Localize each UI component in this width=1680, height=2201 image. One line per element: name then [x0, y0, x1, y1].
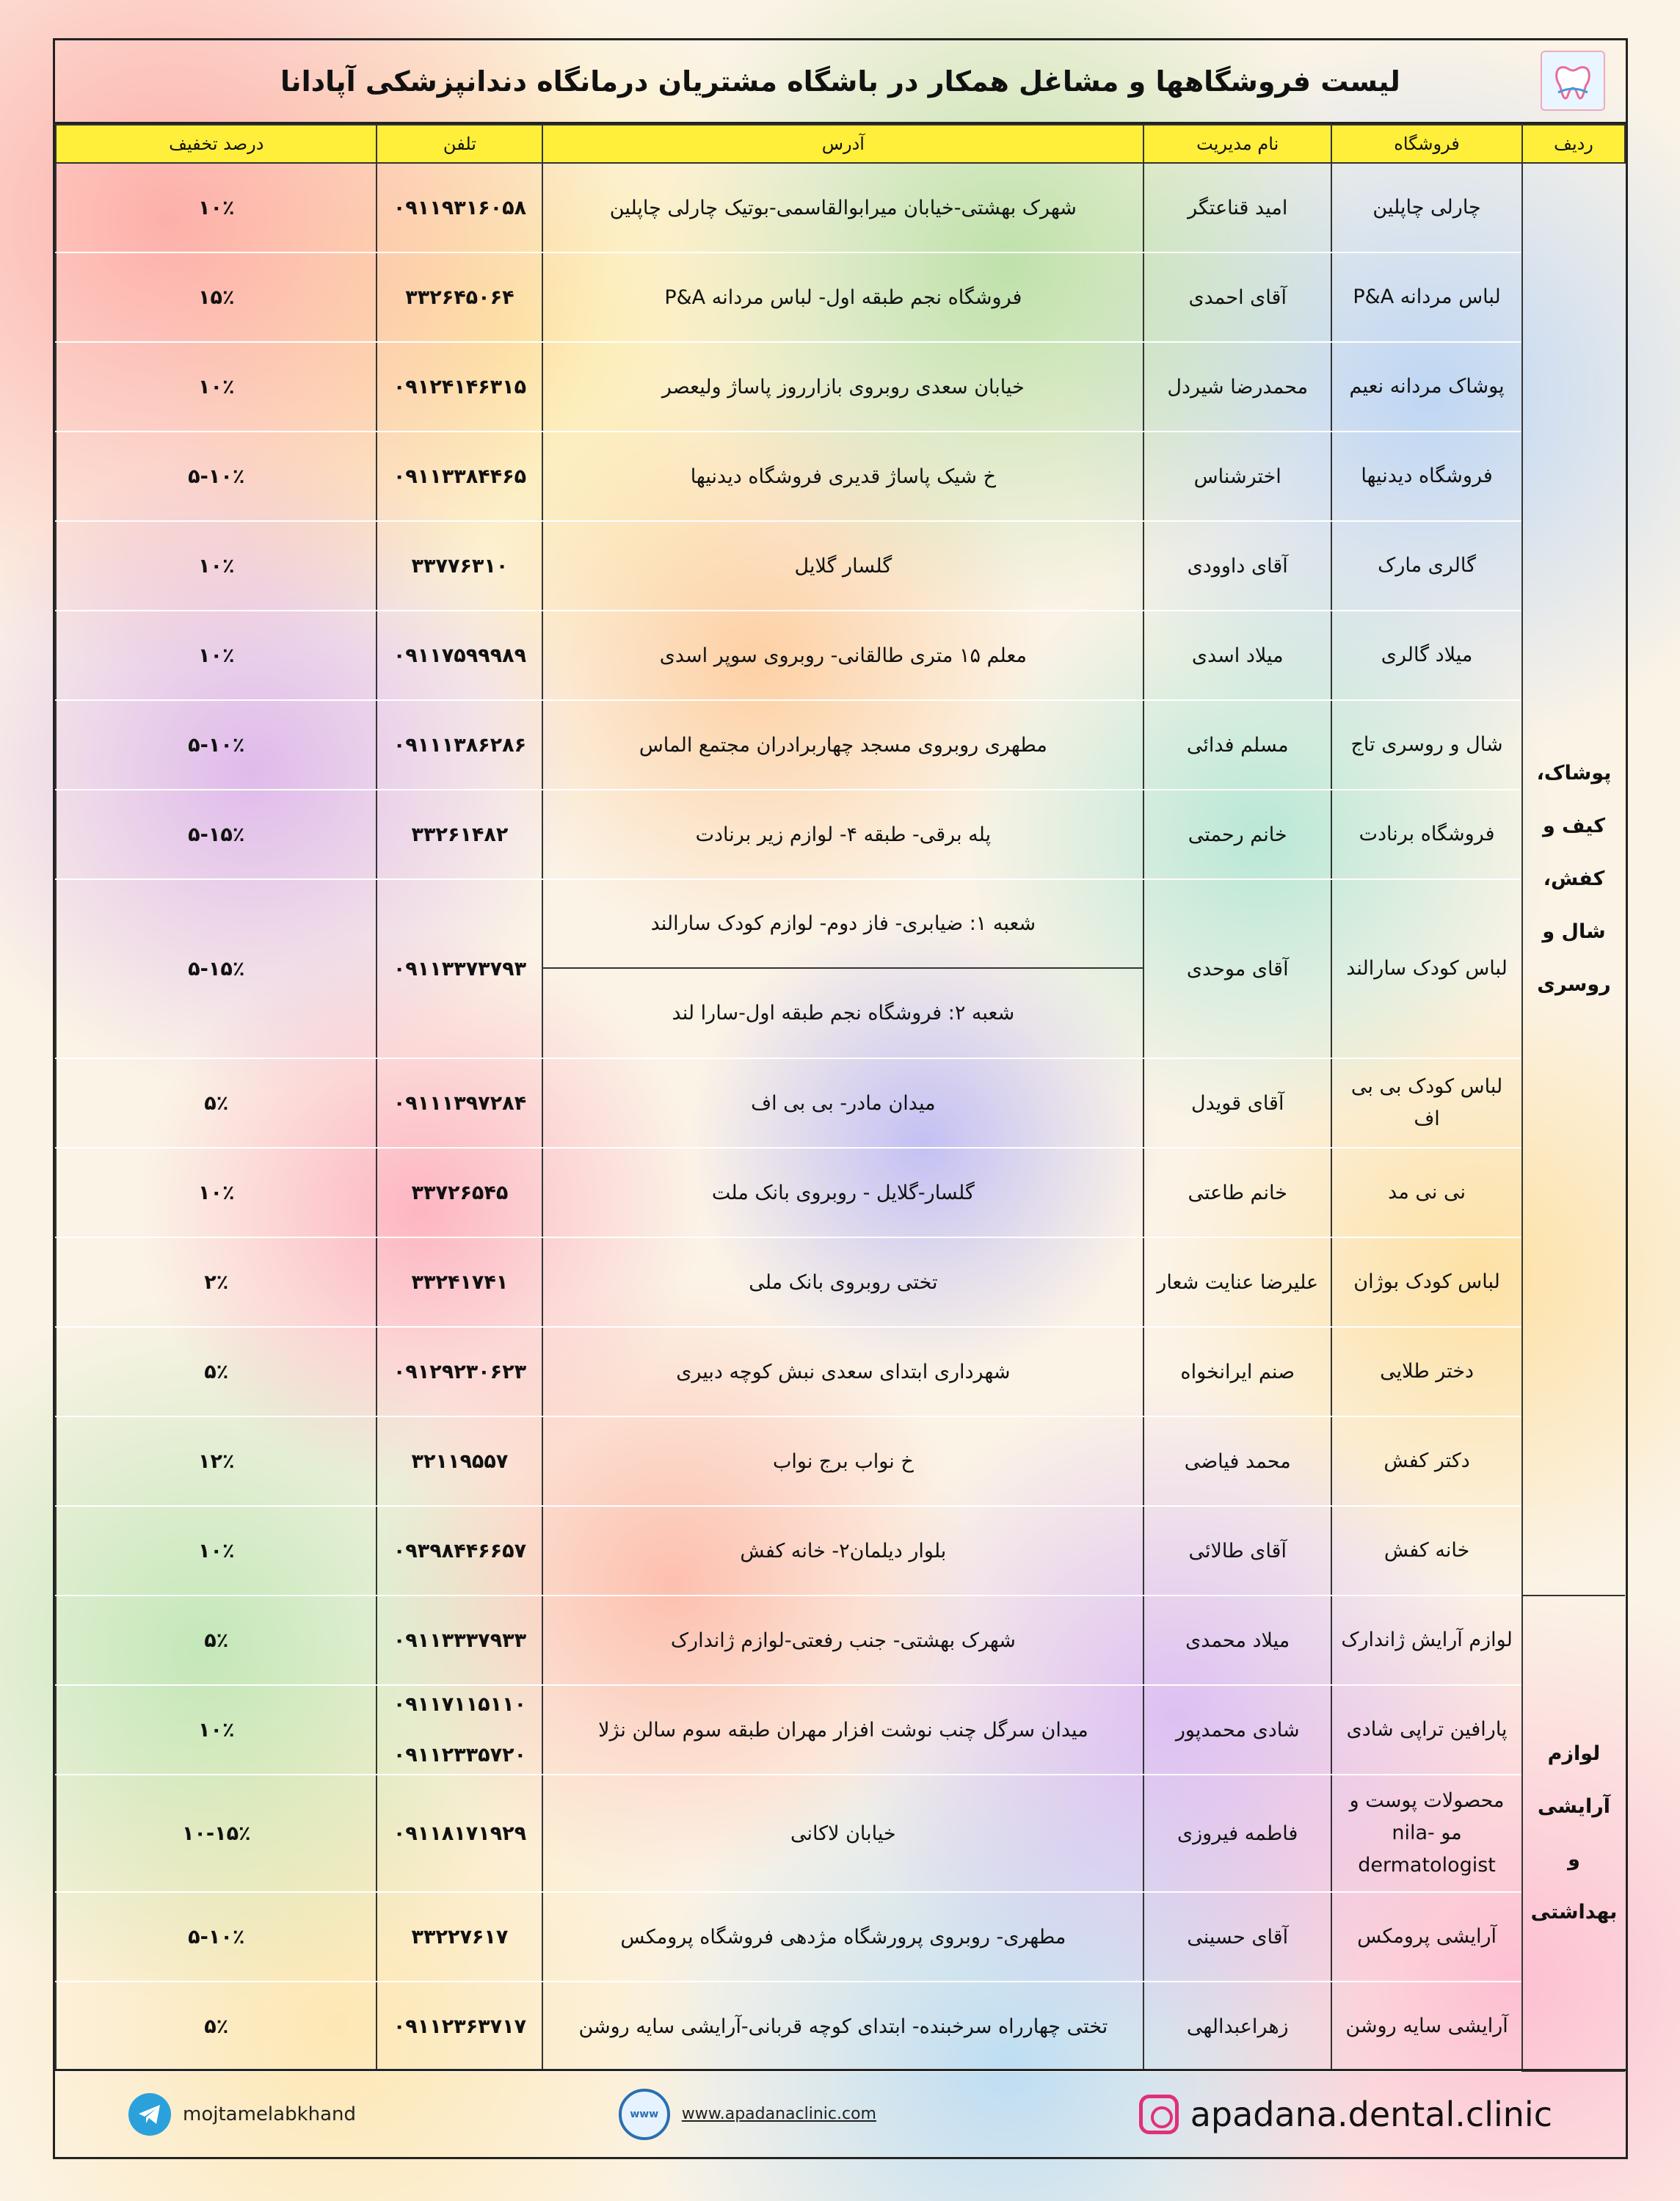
- address: خیابان سعدی روبروی بازارروز پاساژ ولیعصر: [542, 342, 1143, 432]
- apadana-logo: [1541, 51, 1605, 111]
- col-address: آدرس: [542, 125, 1143, 163]
- shop-name: لباس کودک بوژان: [1331, 1237, 1522, 1327]
- shop-name: لباس کودک سارالند: [1331, 879, 1522, 1058]
- instagram-icon: [1139, 2095, 1179, 2134]
- address: میدان مادر- بی بی اف: [542, 1058, 1143, 1148]
- discount: ۵-۱۰٪: [56, 1892, 377, 1982]
- shop-name: پوشاک مردانه نعیم: [1331, 342, 1522, 432]
- col-discount: درصد تخفیف: [56, 125, 377, 163]
- table-row: [56, 1148, 1625, 1237]
- phone: ۰۹۱۱۸۱۷۱۹۲۹: [377, 1775, 542, 1892]
- shop-name: نی نی مد: [1331, 1148, 1522, 1237]
- discount: ۱۵٪: [56, 252, 377, 342]
- discount: ۵-۱۰٪: [56, 432, 377, 521]
- manager-name: آقای حسینی: [1143, 1892, 1331, 1982]
- telegram-link[interactable]: [128, 2093, 356, 2136]
- table-row: [56, 1982, 1625, 2071]
- category-clothing: پوشاک، کیف و کفش، شال و روسری: [1522, 163, 1625, 1596]
- shop-name: فروشگاه دیدنیها: [1331, 432, 1522, 521]
- shop-name: آرایشی پرومکس: [1331, 1892, 1522, 1982]
- address: بلوار دیلمان۲- خانه کفش: [542, 1506, 1143, 1596]
- shop-name: لباس کودک بی بی اف: [1331, 1058, 1522, 1148]
- phone: ۰۹۱۱۲۳۶۳۷۱۷: [377, 1982, 542, 2071]
- table-row: [56, 1506, 1625, 1596]
- table-row: [56, 1596, 1625, 1685]
- manager-name: میلاد اسدی: [1143, 611, 1331, 700]
- manager-name: آقای قویدل: [1143, 1058, 1331, 1148]
- phone: ۰۹۱۱۳۳۳۷۹۳۳: [377, 1596, 542, 1685]
- manager-name: محمد فیاضی: [1143, 1416, 1331, 1506]
- manager-name: مسلم فدائی: [1143, 700, 1331, 790]
- shop-name: محصولات پوست و مو nila- dermatologist: [1331, 1775, 1522, 1892]
- phone: ۰۹۱۱۳۳۷۳۷۹۳: [377, 879, 542, 1058]
- phone: ۳۳۲۲۷۶۱۷: [377, 1892, 542, 1982]
- col-manager: نام مدیریت: [1143, 125, 1331, 163]
- address: [542, 879, 1143, 1058]
- manager-name: امید قناعتگر: [1143, 163, 1331, 252]
- telegram-icon: [128, 2093, 171, 2136]
- phone: ۰۹۱۱۱۳۹۷۲۸۴: [377, 1058, 542, 1148]
- discount: ۵-۱۵٪: [56, 879, 377, 1058]
- address: میدان سرگل چنب نوشت افزار مهران طبقه سوم سالن نژلا: [542, 1685, 1143, 1775]
- phone: ۰۹۱۱۱۳۸۶۲۸۶: [377, 700, 542, 790]
- shop-name: پارافین تراپی شادی: [1331, 1685, 1522, 1775]
- address: خ شیک پاساژ قدیری فروشگاه دیدنیها: [542, 432, 1143, 521]
- table-row: [56, 1237, 1625, 1327]
- table-row: [56, 342, 1625, 432]
- address: فروشگاه نجم طبقه اول- لباس مردانه P&A: [542, 252, 1143, 342]
- address: پله برقی- طبقه ۴- لوازم زیر برنادت: [542, 790, 1143, 879]
- phone: ۳۳۷۷۶۳۱۰: [377, 521, 542, 611]
- phone: ۰۹۱۱۷۵۹۹۹۸۹: [377, 611, 542, 700]
- manager-name: محمدرضا شیردل: [1143, 342, 1331, 432]
- table-header: [56, 125, 1625, 163]
- shop-name: لباس مردانه P&A: [1331, 252, 1522, 342]
- globe-icon: www: [619, 2089, 670, 2140]
- manager-name: خانم رحمتی: [1143, 790, 1331, 879]
- discount: ۱۰٪: [56, 1506, 377, 1596]
- address: گلسار گلایل: [542, 521, 1143, 611]
- table-row: [56, 1327, 1625, 1416]
- address: خیابان لاکانی: [542, 1775, 1143, 1892]
- table-row: [56, 700, 1625, 790]
- phone: ۰۹۱۱۷۱۱۵۱۱۰: [393, 1693, 527, 1716]
- address: مطهری روبروی مسجد چهاربرادران مجتمع الماس: [542, 700, 1143, 790]
- discount: ۲٪: [56, 1237, 377, 1327]
- tooth-icon: [1551, 59, 1595, 103]
- phone-secondary: ۰۹۱۱۲۳۳۵۷۲۰: [393, 1744, 527, 1767]
- shop-name: دکتر کفش: [1331, 1416, 1522, 1506]
- manager-name: شادی محمدپور: [1143, 1685, 1331, 1775]
- shop-name: خانه کفش: [1331, 1506, 1522, 1596]
- col-shop: فروشگاه: [1331, 125, 1522, 163]
- phone: ۳۳۷۲۶۵۴۵: [377, 1148, 542, 1237]
- instagram-link[interactable]: [1139, 2095, 1552, 2134]
- phone: ۰۹۱۲۹۲۳۰۶۲۳: [377, 1327, 542, 1416]
- table-row: [56, 432, 1625, 521]
- telegram-handle: mojtamelabkhand: [183, 2103, 357, 2125]
- page-title: لیست فروشگاهها و مشاغل همکار در باشگاه مشتریان درمانگاه دندانپزشکی آپادانا: [280, 65, 1400, 98]
- table-row: [56, 1058, 1625, 1148]
- discount: ۵٪: [56, 1596, 377, 1685]
- website-url: www.apadanaclinic.com: [681, 2105, 876, 2123]
- manager-name: خانم طاعتی: [1143, 1148, 1331, 1237]
- phone: ۳۳۲۴۱۷۴۱: [377, 1237, 542, 1327]
- table-row: [56, 611, 1625, 700]
- shop-name: میلاد گالری: [1331, 611, 1522, 700]
- address: تختی چهارراه سرخبنده- ابتدای کوچه قربانی-آرایشی سایه روشن: [542, 1982, 1143, 2071]
- manager-name: آقای طالائی: [1143, 1506, 1331, 1596]
- manager-name: آقای موحدی: [1143, 879, 1331, 1058]
- manager-name: علیرضا عنایت شعار: [1143, 1237, 1331, 1327]
- discount: ۱۰٪: [56, 342, 377, 432]
- address: معلم ۱۵ متری طالقانی- روبروی سوپر اسدی: [542, 611, 1143, 700]
- table-row: [56, 1416, 1625, 1506]
- table-row: [56, 790, 1625, 879]
- table-row: [56, 163, 1625, 252]
- discount: ۵٪: [56, 1982, 377, 2071]
- manager-name: میلاد محمدی: [1143, 1596, 1331, 1685]
- shop-name: گالری مارک: [1331, 521, 1522, 611]
- phone: ۰۹۱۱۹۳۱۶۰۵۸: [377, 163, 542, 252]
- discount: ۱۰٪: [56, 163, 377, 252]
- discount: ۵٪: [56, 1327, 377, 1416]
- phone: ۰۹۱۱۳۳۸۴۴۶۵: [377, 432, 542, 521]
- table-row: [56, 1685, 1625, 1775]
- address: شهرداری ابتدای سعدی نبش کوچه دبیری: [542, 1327, 1143, 1416]
- discount: ۱۰٪: [56, 521, 377, 611]
- address: گلسار-گلایل - روبروی بانک ملت: [542, 1148, 1143, 1237]
- address: شهرک بهشتی- جنب رفعتی-لوازم ژاندارک: [542, 1596, 1143, 1685]
- col-phone: تلفن: [377, 125, 542, 163]
- shop-name: لوازم آرایش ژاندارک: [1331, 1596, 1522, 1685]
- shop-name: شال و روسری تاج: [1331, 700, 1522, 790]
- address-branch-1: شعبه ۱: ضیابری- فاز دوم- لوازم کودک سارالند: [543, 880, 1143, 969]
- table-row: [56, 521, 1625, 611]
- manager-name: زهراعبدالهی: [1143, 1982, 1331, 2071]
- instagram-handle: apadana.dental.clinic: [1190, 2094, 1552, 2134]
- manager-name: آقای احمدی: [1143, 252, 1331, 342]
- category-cosmetics: لوازم آرایشی و بهداشتی: [1522, 1596, 1625, 2071]
- shop-name: دختر طلایی: [1331, 1327, 1522, 1416]
- discount: ۵٪: [56, 1058, 377, 1148]
- footer: [55, 2069, 1626, 2157]
- table-row: [56, 879, 1625, 1058]
- discount: ۱۲٪: [56, 1416, 377, 1506]
- discount: ۱۰-۱۵٪: [56, 1775, 377, 1892]
- phone: ۰۹۱۲۴۱۴۶۳۱۵: [377, 342, 542, 432]
- address: تختی روبروی بانک ملی: [542, 1237, 1143, 1327]
- shop-name: چارلی چاپلین: [1331, 163, 1522, 252]
- discount: ۵-۱۰٪: [56, 700, 377, 790]
- document-frame: [53, 38, 1628, 2159]
- shop-name: فروشگاه برنادت: [1331, 790, 1522, 879]
- table-row: [56, 252, 1625, 342]
- discount: ۱۰٪: [56, 1685, 377, 1775]
- table-row: [56, 1775, 1625, 1892]
- website-link[interactable]: [619, 2089, 876, 2140]
- manager-name: اخترشناس: [1143, 432, 1331, 521]
- discount: ۵-۱۵٪: [56, 790, 377, 879]
- phone: ۰۹۳۹۸۴۴۶۶۵۷: [377, 1506, 542, 1596]
- manager-name: صنم ایرانخواه: [1143, 1327, 1331, 1416]
- address: مطهری- روبروی پرورشگاه مژدهی فروشگاه پرومکس: [542, 1892, 1143, 1982]
- title-bar: [55, 40, 1626, 124]
- address: خ نواب برج نواب: [542, 1416, 1143, 1506]
- col-row: ردیف: [1522, 125, 1625, 163]
- shop-name: آرایشی سایه روشن: [1331, 1982, 1522, 2071]
- phone: ۳۳۲۶۴۵۰۶۴: [377, 252, 542, 342]
- manager-name: آقای داوودی: [1143, 521, 1331, 611]
- address-branch-2: شعبه ۲: فروشگاه نجم طبقه اول-سارا لند: [672, 1002, 1015, 1025]
- discount: ۱۰٪: [56, 611, 377, 700]
- stores-table: [55, 124, 1626, 2072]
- phone: ۳۲۱۱۹۵۵۷: [377, 1416, 542, 1506]
- phone: ۳۳۲۶۱۴۸۲: [377, 790, 542, 879]
- discount: ۱۰٪: [56, 1148, 377, 1237]
- manager-name: فاطمه فیروزی: [1143, 1775, 1331, 1892]
- phone-group: [377, 1685, 542, 1775]
- address: شهرک بهشتی-خیابان میرابوالقاسمی-بوتیک چارلی چاپلین: [542, 163, 1143, 252]
- table-row: [56, 1892, 1625, 1982]
